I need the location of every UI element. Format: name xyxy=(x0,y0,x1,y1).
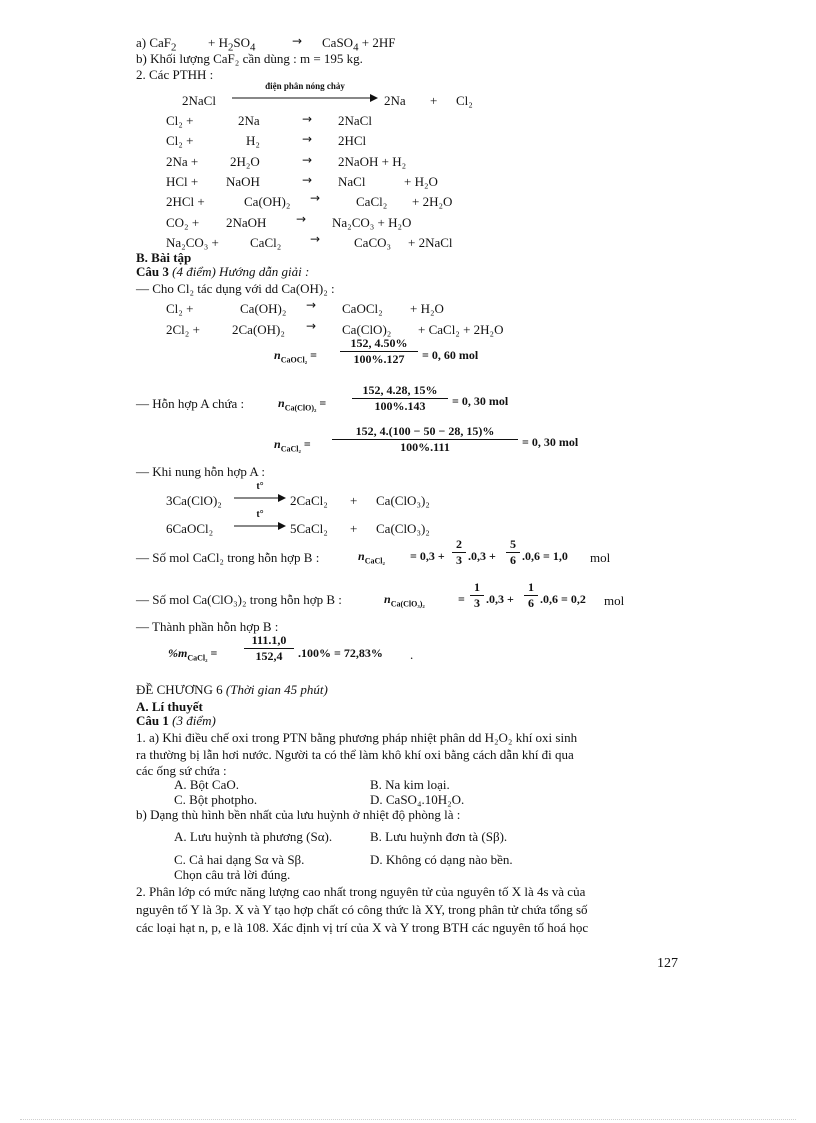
heating-intro: — Khi nung hỗn hợp A : xyxy=(136,464,265,479)
period: . xyxy=(410,647,414,662)
cau3-label: Câu 3 xyxy=(136,264,169,279)
plus-sign: + xyxy=(430,93,438,108)
composition-intro: — Thành phần hỗn hợp B : xyxy=(136,619,279,634)
n-symbol: n xyxy=(278,396,285,410)
arrow-icon: → xyxy=(310,191,321,205)
rx2-reactant1: Cl₂ + xyxy=(166,133,194,148)
mol-cacl2-part1: = 0,3 + xyxy=(410,549,445,563)
n-symbol: n xyxy=(358,549,365,563)
q1-line1: 1. a) Khi điều chế oxi trong PTN bằng phương pháp nhiệt phân dd H₂O₂ khí oxi sinh xyxy=(136,730,578,745)
heat-rx2-product1: 5CaCl₂ xyxy=(290,521,328,536)
rx1-product: 2NaCl xyxy=(338,113,372,128)
n-symbol: n xyxy=(274,437,281,451)
electrolysis-product-na: 2Na xyxy=(384,93,406,108)
electrolysis-label: điện phân nóng chảy xyxy=(265,81,345,91)
q2-line3: các loại hạt n, p, e là 108. Xác định vị trí của X và Y trong BTH các nguyên tố hoá học xyxy=(136,920,589,935)
q1-option-d: D. CaSO₄.10H₂O. xyxy=(370,792,465,807)
q1b-option-d: D. Không có dạng nào bền. xyxy=(370,852,513,867)
numerator: 152, 4.(100 − 50 − 28, 15)% xyxy=(332,425,518,440)
mol-cacl2-result: .0,6 = 1,0 xyxy=(522,549,568,563)
q1b-option-c: C. Cả hai dạng Sα và Sβ. xyxy=(174,852,305,867)
sub: 2 xyxy=(227,41,234,54)
arrow-icon: → xyxy=(306,298,317,312)
fraction-2-3 xyxy=(452,538,466,567)
q2-line1: 2. Phân lớp có mức năng lượng cao nhất trong nguyên tử của nguyên tố X là 4s và của xyxy=(136,884,586,899)
heat-rx1-product2: Ca(ClO₃)₂ xyxy=(376,493,430,508)
fraction-1-3 xyxy=(470,581,484,610)
rx4-product2: + H₂O xyxy=(404,174,438,189)
rx4-reactant1: HCl + xyxy=(166,174,199,189)
heat-rx1-product1: 2CaCl₂ xyxy=(290,493,328,508)
heat-rx2-product2: Ca(ClO₃)₂ xyxy=(376,521,430,536)
cl2-intro: — Cho Cl₂ tác dụng với dd Ca(OH)₂ : xyxy=(136,281,335,296)
q1b-option-b: B. Lưu huỳnh đơn tà (Sβ). xyxy=(370,829,508,844)
text: SO xyxy=(233,35,251,50)
denominator: 3 xyxy=(456,553,462,567)
q1-option-b: B. Na kim loại. xyxy=(370,777,450,792)
arrow-icon: → xyxy=(302,173,313,187)
n-subscript: CaOCl₂ xyxy=(280,355,308,365)
rx1-reactant2: 2Na xyxy=(238,113,260,128)
rx2-reactant2: H₂ xyxy=(246,133,260,148)
n-subscript: Ca(ClO)₂ xyxy=(284,403,317,413)
n-caclo2-fraction xyxy=(352,384,448,413)
sub: 2 xyxy=(171,41,177,54)
n-symbol: n xyxy=(274,348,281,362)
fraction-5-6 xyxy=(506,538,520,567)
electrolysis-reactant: 2NaCl xyxy=(182,93,216,108)
n-caocl2-lhs: $n_{CaOCl_2}$ = xyxy=(274,348,317,365)
rx6-reactant2: 2NaOH xyxy=(226,215,267,230)
mol-caclo3-result: .0,6 = 0,2 xyxy=(540,592,586,606)
rx3-product: 2NaOH + H₂ xyxy=(338,154,407,169)
n-caclo2-result: = 0, 30 mol xyxy=(452,394,509,408)
electrolysis-arrow xyxy=(232,81,378,104)
plus-sign: + xyxy=(350,521,358,536)
q1-line3: các ống sứ chứa : xyxy=(136,763,227,778)
cau3-note: (4 điểm) Hướng dẫn giải : xyxy=(168,264,310,279)
numerator: 111.1,0 xyxy=(244,634,294,649)
plus-sign: + xyxy=(350,493,358,508)
n-caocl2-fraction xyxy=(340,337,418,366)
rx6-product: Na₂CO₃ + H₂O xyxy=(332,215,412,230)
numerator: 2 xyxy=(452,538,466,553)
n-caclo2-lhs: $n_{Ca(ClO)_2}$ = xyxy=(278,396,327,413)
n-cacl2-fraction xyxy=(332,425,518,454)
chapter-title: ĐỀ CHƯƠNG 6 xyxy=(136,682,223,697)
rx7-reactant2: CaCl₂ xyxy=(250,235,282,250)
sub: 4 xyxy=(250,41,256,54)
heat-label: t° xyxy=(256,481,264,492)
arrow-icon xyxy=(234,522,286,530)
rx7-reactant1: Na₂CO₃ + xyxy=(166,235,219,250)
section-b-heading: B. Bài tập xyxy=(136,250,192,265)
rx6-reactant1: CO₂ + xyxy=(166,215,200,230)
arrow-icon: → xyxy=(302,132,313,146)
mol-caclo3-equals: = xyxy=(458,592,465,606)
mol-caclo3-part2: .0,3 + xyxy=(486,592,514,606)
cau3-heading xyxy=(136,265,309,279)
denominator: 100%.143 xyxy=(374,399,426,413)
mol-cacl2-part2: .0,3 + xyxy=(468,549,496,563)
cl2-rx2-c3: Ca(ClO)₂ xyxy=(342,322,392,337)
text: a) CaF xyxy=(136,35,172,50)
denominator: 152,4 xyxy=(255,649,283,663)
mol-caclo3-symbol xyxy=(384,592,425,611)
n-caocl2-result: = 0, 60 mol xyxy=(422,348,479,362)
unit-mol: mol xyxy=(590,550,611,565)
mixture-a-intro: — Hỗn hợp A chứa : xyxy=(136,396,245,411)
n-subscript: CaCl₂ xyxy=(364,556,385,566)
q1-line2: ra thường bị lẫn hơi nước. Người ta có thể làm khô khí oxi bằng cách dẫn khí đi qua xyxy=(136,747,574,762)
rx5-reactant2: Ca(OH)₂ xyxy=(244,194,291,209)
denominator: 100%.111 xyxy=(400,440,450,454)
n-symbol: n xyxy=(384,592,391,606)
heat-arrow xyxy=(234,509,286,532)
arrow-icon: → xyxy=(306,319,317,333)
arrow-icon: → xyxy=(302,153,313,167)
rx3-reactant1: 2Na + xyxy=(166,154,199,169)
heat-label: t° xyxy=(256,509,264,520)
rx5-reactant1: 2HCl + xyxy=(166,194,205,209)
mol-caclo3-intro: — Số mol Ca(ClO₃)₂ trong hỗn hợp B : xyxy=(136,592,342,607)
cau1-label: Câu 1 xyxy=(136,713,169,728)
chapter-heading xyxy=(136,683,328,697)
choose-answer: Chọn câu trả lời đúng. xyxy=(174,867,291,882)
section-a-heading: A. Lí thuyết xyxy=(136,699,203,714)
q1b-question: b) Dạng thù hình bền nhất của lưu huỳnh ở nhiệt độ phòng là : xyxy=(136,807,461,822)
composition-lhs: $\%m_{CaCl_2}$ = xyxy=(168,646,218,663)
numerator: 5 xyxy=(506,538,520,553)
heat-rx1-reactant: 3Ca(ClO)₂ xyxy=(166,493,222,508)
rx5-product: CaCl₂ xyxy=(356,194,388,209)
denominator: 100%.127 xyxy=(353,352,405,366)
text: + 2HF xyxy=(361,35,396,50)
rx4-reactant2: NaOH xyxy=(226,174,260,189)
pthh-heading: 2. Các PTHH : xyxy=(136,67,214,82)
composition-fraction xyxy=(244,634,294,663)
chapter-time: (Thời gian 45 phút) xyxy=(222,682,328,697)
numerator: 152, 4.28, 15% xyxy=(352,384,448,399)
rx2-product: 2HCl xyxy=(338,133,367,148)
caf2-mass: b) Khối lượng CaF₂ cần dùng : m = 195 kg. xyxy=(136,51,363,66)
cl2-rx2-c2: 2Ca(OH)₂ xyxy=(232,322,285,337)
composition-result: .100% = 72,83% xyxy=(298,646,383,660)
rx1-reactant1: Cl₂ + xyxy=(166,113,194,128)
n-subscript: Ca(ClO₃)₂ xyxy=(390,599,425,609)
mol-cacl2-symbol xyxy=(358,549,385,568)
electrolysis-product-cl2: Cl₂ xyxy=(456,93,473,108)
q1-option-a: A. Bột CaO. xyxy=(174,777,239,792)
sub: 4 xyxy=(353,41,359,54)
cl2-rx1-c2: Ca(OH)₂ xyxy=(240,301,287,316)
numerator: 1 xyxy=(524,581,538,596)
rx7-product: CaCO₃ xyxy=(354,235,392,250)
denominator: 3 xyxy=(474,596,480,610)
unit-mol: mol xyxy=(604,593,625,608)
arrow-icon: → xyxy=(302,112,313,126)
mol-cacl2-intro: — Số mol CaCl₂ trong hỗn hợp B : xyxy=(136,550,320,565)
n-cacl2-result: = 0, 30 mol xyxy=(522,435,579,449)
text: + H xyxy=(208,35,228,50)
rx3-reactant2: 2H₂O xyxy=(230,154,260,169)
text: CaSO xyxy=(322,35,354,50)
arrow-icon xyxy=(232,94,378,102)
percent-symbol: %m xyxy=(168,646,188,660)
q2-line2: nguyên tố Y là 3p. X và Y tạo hợp chất có công thức là XY, trong phân tử chứa tổng số xyxy=(136,902,588,917)
subscript: CaCl₂ xyxy=(187,653,208,663)
rx4-product: NaCl xyxy=(338,174,366,189)
heat-rx2-reactant: 6CaOCl₂ xyxy=(166,521,214,536)
cau1-heading xyxy=(136,714,216,728)
arrow-icon: → xyxy=(310,232,321,246)
fraction-1-6 xyxy=(524,581,538,610)
numerator: 152, 4.50% xyxy=(340,337,418,352)
n-subscript: CaCl₂ xyxy=(280,444,301,454)
q1b-option-a: A. Lưu huỳnh tà phương (Sα). xyxy=(174,829,333,844)
numerator: 1 xyxy=(470,581,484,596)
arrow-icon: → xyxy=(296,212,307,226)
arrow-icon xyxy=(234,494,286,502)
cl2-rx1-c3: CaOCl₂ xyxy=(342,301,383,316)
n-cacl2-lhs: $n_{CaCl_2}$ = xyxy=(274,437,311,454)
denominator: 6 xyxy=(510,553,516,567)
cau1-note: (3 điểm) xyxy=(168,713,216,728)
denominator: 6 xyxy=(528,596,534,610)
rx5-product2: + 2H₂O xyxy=(412,194,453,209)
page-number: 127 xyxy=(657,956,678,971)
cl2-rx1-c1: Cl₂ + xyxy=(166,301,194,316)
page-bottom-border xyxy=(20,1119,796,1120)
q1-option-c: C. Bột photpho. xyxy=(174,792,258,807)
heat-arrow xyxy=(234,481,286,504)
rx7-product2: + 2NaCl xyxy=(408,235,453,250)
arrow-icon: → xyxy=(292,34,303,48)
cl2-rx2-c1: 2Cl₂ + xyxy=(166,322,200,337)
cl2-rx1-c4: + H₂O xyxy=(410,301,444,316)
cl2-rx2-c4: + CaCl₂ + 2H₂O xyxy=(418,322,504,337)
